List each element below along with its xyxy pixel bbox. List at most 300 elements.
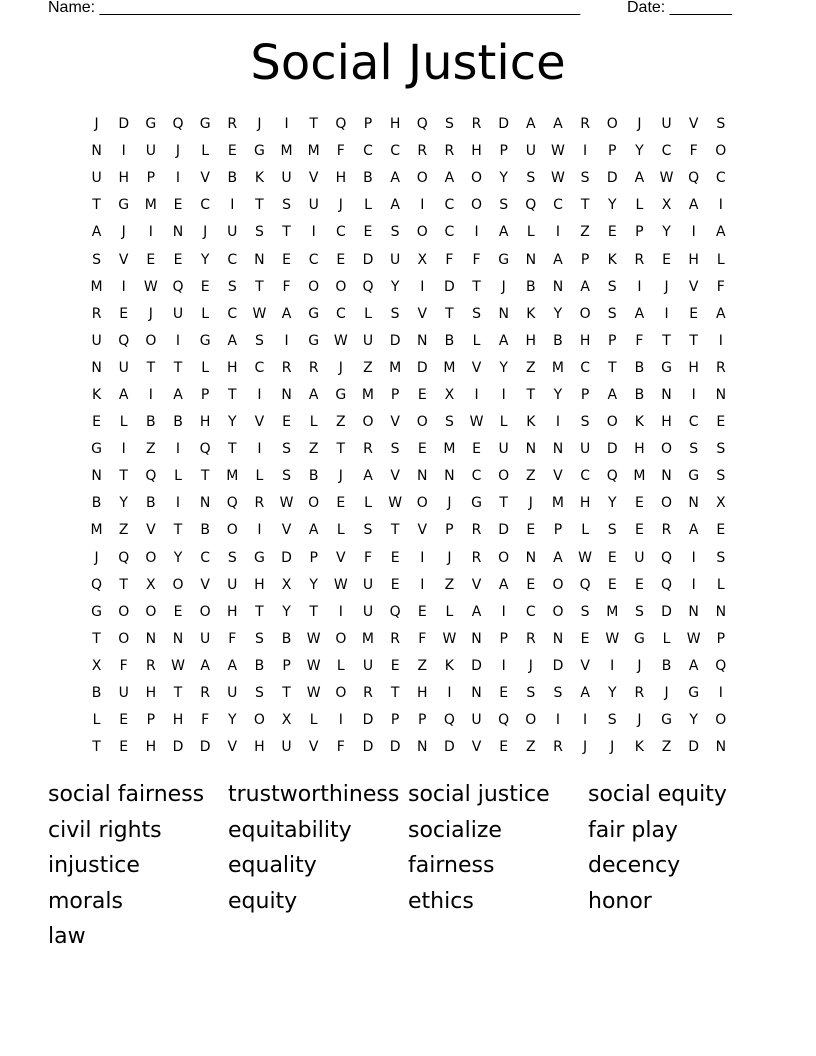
grid-letter: P — [390, 386, 400, 403]
grid-letter: O — [118, 603, 130, 620]
grid-letter: E — [662, 251, 671, 268]
grid-letter: A — [227, 657, 238, 674]
grid-letter: U — [634, 549, 645, 566]
grid-letter: A — [526, 116, 536, 133]
grid-letter: A — [173, 386, 183, 403]
grid-letter: T — [336, 441, 346, 458]
grid-letter: E — [634, 495, 644, 512]
grid-letter: D — [606, 441, 618, 458]
grid-letter: Z — [661, 739, 672, 756]
grid-letter: E — [716, 414, 726, 431]
grid-letter: E — [173, 251, 183, 268]
grid-letter: D — [118, 116, 130, 133]
grid-letter: A — [390, 170, 400, 187]
grid-letter: N — [471, 630, 482, 647]
date-field-line: Date: _______ — [627, 0, 732, 16]
grid-letter: O — [308, 278, 320, 295]
grid-letter: M — [389, 359, 402, 376]
grid-letter: L — [472, 332, 481, 349]
grid-letter: G — [688, 685, 700, 702]
grid-letter: G — [199, 332, 211, 349]
grid-letter: E — [200, 278, 210, 295]
grid-letter: Q — [715, 657, 727, 674]
grid-letter: H — [118, 170, 129, 187]
grid-letter: N — [281, 386, 292, 403]
grid-letter: I — [257, 386, 262, 403]
grid-letter: I — [691, 224, 696, 241]
grid-letter: C — [254, 359, 265, 376]
grid-letter: V — [688, 278, 699, 295]
grid-letter: J — [148, 305, 153, 322]
grid-letter: Q — [362, 278, 374, 295]
grid-letter: Y — [635, 143, 644, 160]
grid-letter: W — [333, 576, 348, 593]
grid-letter: R — [200, 685, 210, 702]
grid-row — [83, 111, 735, 138]
grid-letter: I — [420, 576, 425, 593]
grid-letter: A — [580, 278, 590, 295]
grid-letter: A — [553, 549, 563, 566]
grid-letter: N — [661, 468, 672, 485]
grid-letter: Q — [91, 576, 103, 593]
grid-letter: M — [361, 386, 375, 403]
grid-letter: U — [227, 224, 238, 241]
grid-letter: A — [498, 224, 509, 241]
grid-letter: A — [580, 685, 590, 702]
grid-letter: M — [90, 278, 103, 295]
grid-letter: L — [336, 522, 345, 539]
grid-letter: C — [227, 251, 238, 268]
grid-letter: B — [553, 332, 563, 349]
grid-letter: A — [363, 468, 373, 485]
grid-letter: E — [119, 712, 129, 729]
grid-letter: U — [362, 603, 374, 620]
grid-letter: V — [417, 305, 428, 322]
grid-letter: J — [175, 143, 181, 160]
grid-letter: J — [583, 739, 588, 756]
grid-letter: U — [389, 251, 401, 268]
grid-letter: S — [499, 197, 509, 214]
grid-letter: H — [145, 685, 157, 702]
grid-letter: M — [443, 441, 456, 458]
grid-letter: T — [173, 685, 183, 702]
grid-letter: G — [308, 332, 320, 349]
grid-letter: Z — [118, 522, 129, 539]
grid-letter: B — [200, 522, 210, 539]
grid-letter: K — [607, 251, 617, 268]
grid-letter: V — [390, 468, 400, 485]
grid-row — [83, 382, 735, 409]
grid-letter: I — [691, 549, 696, 566]
grid-letter: O — [416, 414, 428, 431]
grid-letter: Y — [607, 495, 617, 512]
grid-letter: C — [444, 197, 455, 214]
grid-letter: I — [501, 603, 506, 620]
grid-letter: S — [716, 549, 726, 566]
grid-letter: I — [664, 305, 669, 322]
grid-letter: C — [553, 197, 563, 214]
grid-letter: C — [444, 224, 455, 241]
grid-letter: N — [91, 359, 102, 376]
grid-row — [83, 680, 735, 707]
grid-letter: T — [472, 278, 481, 295]
grid-letter: U — [118, 359, 129, 376]
grid-letter: S — [634, 603, 644, 620]
grid-letter: N — [552, 630, 564, 647]
grid-letter: Q — [389, 603, 401, 620]
grid-letter: L — [174, 468, 182, 485]
grid-letter: U — [91, 332, 102, 349]
grid-letter: K — [634, 414, 644, 431]
grid-letter: D — [444, 278, 455, 295]
grid-letter: O — [525, 712, 537, 729]
grid-letter: N — [172, 224, 184, 241]
grid-letter: Q — [606, 468, 618, 485]
grid-letter: W — [469, 414, 484, 431]
grid-letter: I — [691, 386, 696, 403]
grid-letter: F — [418, 630, 427, 647]
grid-letter: E — [146, 251, 156, 268]
grid-letter: N — [498, 305, 509, 322]
grid-letter: A — [200, 657, 210, 674]
grid-letter: T — [255, 197, 264, 214]
grid-letter: W — [252, 305, 267, 322]
grid-letter: B — [308, 468, 319, 485]
grid-letter: L — [364, 305, 372, 322]
grid-letter: N — [254, 251, 265, 268]
grid-letter: D — [199, 739, 211, 756]
grid-letter: V — [471, 359, 482, 376]
grid-letter: A — [688, 197, 699, 214]
grid-letter: K — [91, 386, 102, 403]
grid-letter: M — [226, 468, 239, 485]
grid-letter: A — [688, 522, 699, 539]
grid-letter: D — [661, 603, 672, 620]
grid-letter: E — [119, 739, 129, 756]
grid-letter: U — [200, 630, 211, 647]
grid-letter: T — [309, 116, 318, 133]
grid-letter: M — [361, 630, 375, 647]
grid-letter: N — [444, 468, 455, 485]
grid-letter: G — [471, 495, 482, 512]
grid-letter: A — [227, 332, 238, 349]
grid-letter: S — [390, 224, 400, 241]
grid-letter: R — [390, 630, 400, 647]
grid-letter: R — [471, 549, 482, 566]
grid-letter: R — [417, 143, 428, 160]
grid-letter: E — [526, 576, 536, 593]
grid-letter: I — [175, 170, 181, 187]
grid-letter: S — [444, 414, 454, 431]
grid-letter: P — [635, 224, 644, 241]
grid-letter: O — [661, 441, 673, 458]
grid-letter: B — [281, 630, 292, 647]
grid-letter: I — [474, 224, 479, 241]
grid-letter: H — [525, 332, 537, 349]
grid-letter: X — [417, 251, 428, 268]
grid-letter: E — [607, 549, 617, 566]
word-bank-item: civil rights — [48, 817, 162, 843]
grid-row — [83, 545, 735, 572]
grid-letter: R — [91, 305, 102, 322]
grid-letter: A — [118, 386, 129, 403]
grid-letter: W — [306, 657, 321, 674]
grid-letter: U — [471, 712, 482, 729]
grid-letter: R — [444, 143, 455, 160]
grid-letter: N — [525, 251, 537, 268]
grid-letter: E — [227, 143, 237, 160]
grid-letter: O — [606, 116, 618, 133]
grid-row — [83, 436, 735, 463]
grid-row — [83, 572, 735, 599]
grid-letter: E — [580, 630, 590, 647]
grid-row — [83, 192, 735, 219]
grid-letter: T — [390, 685, 400, 702]
grid-letter: O — [715, 712, 727, 729]
grid-letter: I — [257, 522, 262, 539]
grid-letter: Z — [526, 739, 536, 756]
grid-letter: Y — [227, 712, 237, 729]
grid-letter: V — [227, 739, 238, 756]
grid-letter: O — [335, 685, 347, 702]
grid-letter: H — [634, 441, 645, 458]
grid-letter: C — [335, 305, 346, 322]
grid-letter: W — [551, 170, 565, 187]
grid-letter: S — [526, 685, 536, 702]
grid-letter: C — [335, 224, 346, 241]
word-bank-item: social fairness — [48, 782, 205, 807]
grid-letter: N — [661, 386, 672, 403]
grid-letter: C — [525, 603, 536, 620]
grid-letter: R — [471, 116, 482, 133]
grid-letter: L — [201, 305, 210, 322]
grid-letter: W — [659, 170, 674, 187]
grid-letter: G — [91, 603, 102, 620]
grid-letter: B — [254, 657, 265, 674]
grid-letter: H — [579, 332, 591, 349]
grid-letter: E — [282, 251, 291, 268]
grid-letter: R — [363, 441, 373, 458]
grid-letter: F — [336, 739, 345, 756]
grid-letter: J — [257, 116, 262, 133]
grid-letter: I — [637, 278, 642, 295]
grid-letter: I — [718, 332, 723, 349]
grid-letter: L — [336, 657, 345, 674]
grid-row — [83, 734, 735, 761]
grid-letter: O — [661, 495, 673, 512]
grid-letter: D — [444, 739, 455, 756]
grid-letter: N — [688, 603, 699, 620]
grid-letter: U — [579, 441, 591, 458]
grid-letter: L — [309, 414, 318, 431]
grid-letter: T — [282, 685, 291, 702]
grid-letter: Q — [661, 576, 673, 593]
grid-letter: U — [661, 116, 672, 133]
grid-letter: T — [607, 359, 617, 376]
grid-letter: T — [92, 197, 101, 214]
grid-letter: E — [282, 414, 291, 431]
grid-letter: O — [253, 712, 265, 729]
grid-letter: H — [199, 414, 211, 431]
grid-row — [83, 653, 735, 680]
grid-letter: K — [526, 305, 536, 322]
grid-letter: T — [580, 197, 590, 214]
grid-letter: N — [525, 441, 537, 458]
grid-letter: T — [119, 576, 128, 593]
grid-letter: I — [420, 549, 425, 566]
grid-letter: W — [171, 657, 185, 674]
grid-letter: V — [308, 170, 319, 187]
grid-letter: U — [362, 657, 374, 674]
grid-letter: I — [501, 657, 506, 674]
grid-letter: U — [281, 739, 292, 756]
grid-letter: S — [363, 522, 373, 539]
grid-letter: W — [578, 549, 593, 566]
grid-letter: A — [91, 224, 102, 241]
grid-letter: N — [199, 495, 211, 512]
grid-letter: C — [308, 251, 319, 268]
grid-letter: I — [311, 224, 316, 241]
grid-letter: M — [90, 522, 103, 539]
grid-letter: B — [173, 414, 183, 431]
grid-letter: A — [607, 386, 618, 403]
grid-letter: Q — [199, 441, 211, 458]
word-bank-item: decency — [588, 853, 681, 879]
grid-letter: C — [580, 359, 590, 376]
grid-letter: R — [634, 251, 645, 268]
grid-letter: R — [471, 522, 482, 539]
grid-letter: A — [308, 522, 319, 539]
grid-letter: N — [525, 549, 537, 566]
grid-letter: S — [444, 116, 454, 133]
grid-letter: N — [145, 630, 157, 647]
grid-letter: V — [390, 414, 400, 431]
grid-letter: N — [471, 685, 482, 702]
grid-letter: S — [254, 685, 264, 702]
grid-letter: Q — [118, 549, 130, 566]
grid-letter: E — [607, 576, 617, 593]
grid-letter: S — [716, 116, 726, 133]
grid-letter: I — [555, 712, 561, 729]
grid-letter: D — [172, 739, 184, 756]
grid-letter: L — [499, 414, 508, 431]
grid-letter: J — [637, 657, 642, 674]
grid-letter: I — [583, 712, 588, 729]
grid-letter: D — [362, 739, 374, 756]
grid-letter: Y — [282, 603, 291, 620]
grid-letter: V — [281, 522, 292, 539]
grid-row — [83, 355, 735, 382]
grid-letter: Q — [579, 576, 591, 593]
grid-letter: E — [634, 576, 644, 593]
grid-row — [83, 599, 735, 626]
grid-letter: U — [498, 441, 509, 458]
grid-letter: J — [501, 278, 506, 295]
grid-letter: Z — [308, 441, 319, 458]
grid-letter: S — [282, 441, 291, 458]
grid-letter: I — [121, 441, 126, 458]
grid-letter: E — [173, 603, 183, 620]
page-title: Social Justice — [250, 35, 566, 91]
grid-letter: Q — [688, 170, 700, 187]
grid-letter: F — [635, 332, 644, 349]
grid-letter: L — [364, 495, 372, 512]
grid-letter: C — [580, 468, 590, 485]
grid-letter: N — [552, 441, 564, 458]
grid-letter: T — [92, 739, 101, 756]
grid-letter: C — [200, 197, 211, 214]
grid-row — [83, 490, 735, 517]
grid-letter: M — [443, 359, 456, 376]
grid-letter: W — [306, 630, 321, 647]
grid-letter: R — [227, 116, 238, 133]
grid-letter: F — [363, 549, 372, 566]
grid-letter: O — [226, 522, 238, 539]
grid-letter: D — [471, 657, 482, 674]
grid-row — [83, 517, 735, 544]
grid-letter: J — [447, 495, 452, 512]
grid-letter: X — [716, 495, 726, 512]
grid-letter: T — [390, 522, 400, 539]
grid-letter: Y — [607, 197, 617, 214]
grid-letter: E — [390, 549, 400, 566]
grid-row — [83, 626, 735, 653]
word-bank-item: fair play — [588, 817, 678, 843]
grid-letter: W — [686, 630, 701, 647]
grid-letter: R — [308, 359, 319, 376]
grid-letter: S — [254, 332, 264, 349]
grid-letter: D — [606, 170, 618, 187]
grid-letter: S — [282, 197, 291, 214]
grid-letter: U — [281, 170, 292, 187]
grid-letter: E — [390, 657, 400, 674]
grid-letter: B — [146, 414, 156, 431]
grid-letter: N — [91, 468, 102, 485]
grid-letter: E — [472, 441, 481, 458]
grid-letter: O — [362, 414, 374, 431]
grid-letter: E — [689, 305, 699, 322]
grid-letter: D — [362, 712, 374, 729]
grid-letter: D — [389, 739, 401, 756]
grid-letter: D — [688, 739, 700, 756]
word-bank-item: trustworthiness — [228, 782, 400, 807]
grid-row — [83, 138, 735, 165]
grid-letter: Z — [580, 224, 590, 241]
grid-letter: E — [92, 414, 101, 431]
grid-letter: I — [501, 386, 506, 403]
grid-letter: Q — [118, 332, 130, 349]
grid-letter: P — [608, 143, 617, 160]
grid-letter: H — [416, 685, 428, 702]
grid-letter: L — [662, 630, 671, 647]
grid-letter: G — [498, 251, 510, 268]
grid-letter: I — [474, 386, 479, 403]
grid-letter: S — [689, 441, 699, 458]
grid-letter: R — [661, 522, 672, 539]
grid-letter: L — [364, 197, 372, 214]
grid-letter: T — [499, 495, 508, 512]
grid-letter: R — [254, 495, 265, 512]
grid-letter: O — [416, 224, 428, 241]
grid-letter: S — [227, 278, 237, 295]
grid-letter: W — [551, 143, 565, 160]
grid-letter: M — [307, 143, 320, 160]
grid-letter: T — [255, 603, 264, 620]
grid-letter: T — [119, 468, 128, 485]
grid-letter: V — [580, 657, 590, 674]
grid-letter: Z — [417, 657, 428, 674]
grid-letter: I — [555, 224, 561, 241]
